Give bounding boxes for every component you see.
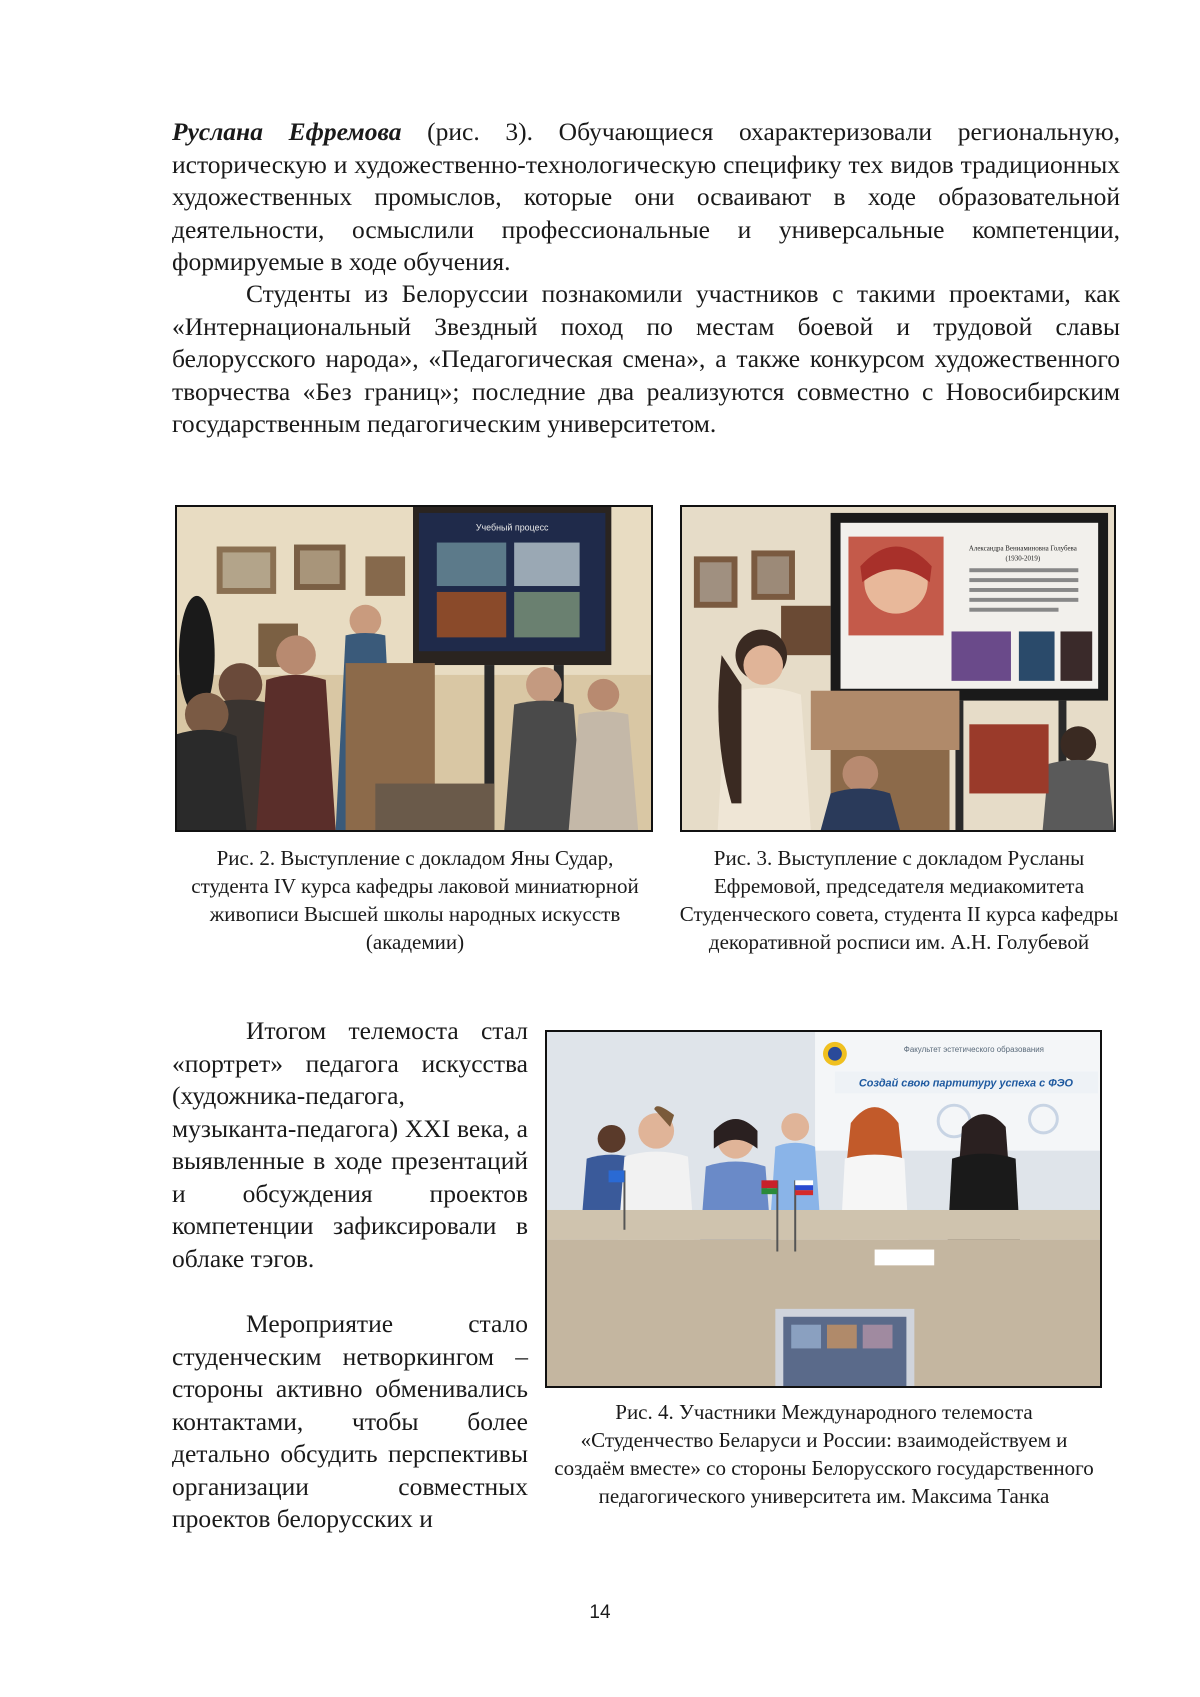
speaker-name: Руслана Ефремова [172,117,402,146]
figure-4-caption: Рис. 4. Участники Международного телемоста «Студенчество Беларуси и России: взаимодействуем и создаём вместе» со стороны Белорусского государственного педагогического университета им. Максима Танка [554,1400,1094,1508]
figure-2-caption: Рис. 2. Выступление с докладом Яны Судар, студента IV курса кафедры лаковой миниатюрной живописи Высшей школы народных искусств (академии) [191,846,639,954]
banner-text: Создай свою партитуру успеха с ФЭО [858,1077,1074,1090]
screen-years-fig3: (1930-2019) [1005,555,1041,563]
figure-4-photo [545,1030,1102,1388]
paragraph-3: Итогом телемоста стал «портрет» педагога искусства (художника-педагога, музыканта-педагога) XXI века, а выявленные в ходе презентаций и обсуждения проектов компетенции зафиксировали в облаке тэгов. [172,1016,528,1273]
figure-3-caption: Рис. 3. Выступление с докладом Русланы Ефремовой, председателя медиакомитета Студенческого совета, студента II курса кафедры декоративной росписи им. А.Н. Голубевой [679,846,1119,954]
banner-subtitle: Факультет эстетического образования [903,1044,1044,1054]
paragraph-1 [172,116,1120,279]
page-number: 14 [589,1602,611,1623]
figure-3-photo [680,505,1116,832]
paragraph-2: Студенты из Белоруссии познакомили участников с такими проектами, как «Интернациональный Звездный поход по местам боевой и трудовой славы белорусского народа», «Педагогическая смена», а также конкурсом художественного творчества «Без границ»; последние два реализуются совместно с Новосибирским государственным педагогическим университетом. [172,279,1120,438]
screen-title-fig3: Александра Вениаминовна Голубева [968,545,1077,553]
paragraph-1-text: (рис. 3). Обучающиеся охарактеризовали региональную, историческую и художественно-технологическую специфику тех видов традиционных художественных промыслов, которые они осваивают в ходе образовательной деятельности, осмыслили профессиональные и универсальные компетенции, формируемые в ходе обучения. [172,117,1121,276]
figure-2-photo [175,505,653,832]
paragraph-4: Мероприятие стало студенческим нетворкингом – стороны активно обменивались контактами, чтобы более детально обсудить перспективы организации совместных проектов белорусских и [172,1309,528,1533]
screen-title-fig2: Учебный процесс [475,522,549,533]
